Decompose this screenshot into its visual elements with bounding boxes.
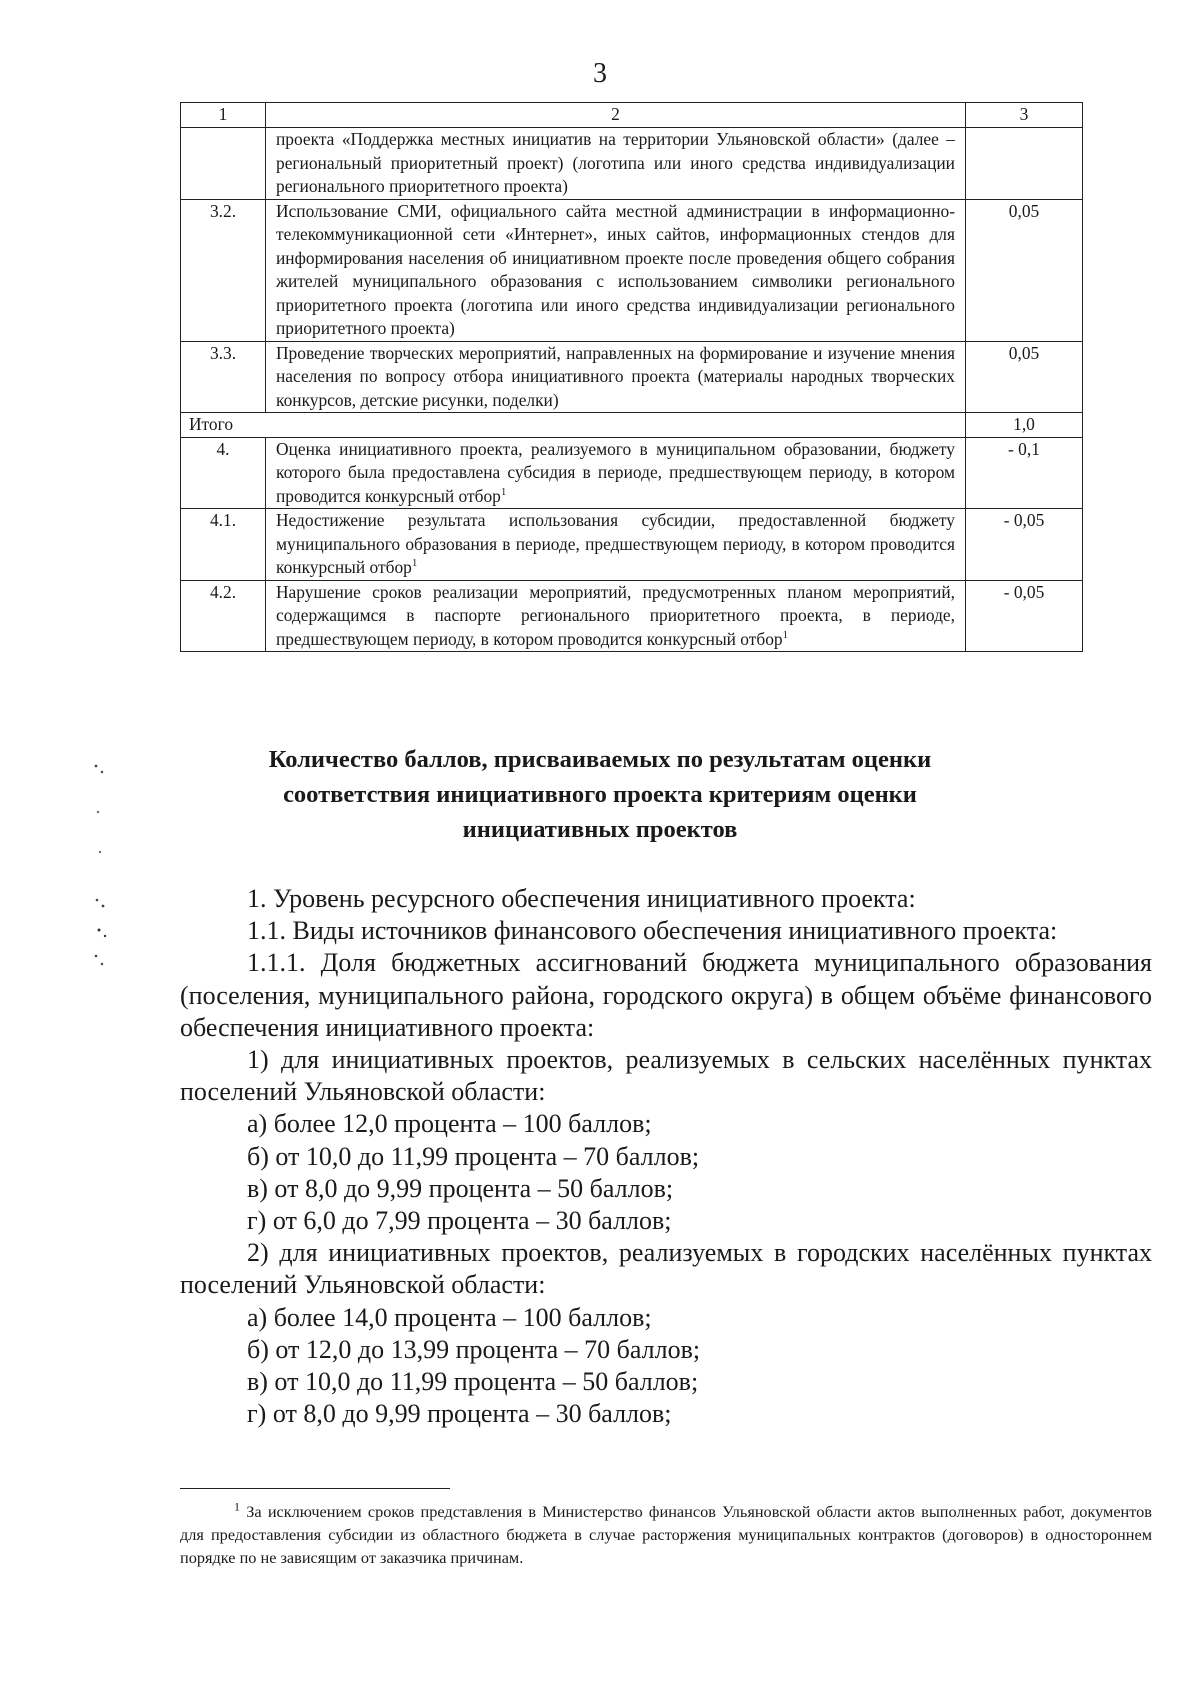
table-header-row xyxy=(181,103,1083,128)
row-number: 4.1. xyxy=(181,509,266,581)
scan-noise-marks xyxy=(88,760,118,980)
list-item: в) от 8,0 до 9,99 процента – 50 баллов; xyxy=(247,1173,674,1203)
table-row xyxy=(181,341,1083,413)
list-item: а) более 14,0 процента – 100 баллов; xyxy=(247,1302,652,1332)
header-col-1: 1 xyxy=(181,103,266,128)
row-text: проекта «Поддержка местных инициатив на территории Ульяновской области» (далее – региональный приоритетный проект) (логотипа или иного средства индивидуализации регионального приоритетного проекта) xyxy=(266,128,966,200)
row-text: Проведение творческих мероприятий, направленных на формирование и изучение мнения населения по вопросу отбора инициативного проекта (материалы народных творческих конкурсов, детские рисунки, поделки) xyxy=(266,341,966,413)
row-value: - 0,05 xyxy=(966,580,1083,652)
section-title: Количество баллов, присваиваемых по результатам оценки соответствия инициативного проекта критериям оценки инициативных проектов xyxy=(268,746,932,843)
row-number xyxy=(181,128,266,200)
list-item: б) от 10,0 до 11,99 процента – 70 баллов; xyxy=(247,1141,700,1171)
row-text: Недостижение результата использования субсидии, предоставленной бюджету муниципального образования в периоде, предшествующем периоду, в котором проводится конкурсный отбор xyxy=(276,510,955,577)
total-label: Итого xyxy=(181,413,966,438)
paragraph-urban: 2) для инициативных проектов, реализуемых в городских населённых пунктах поселений Ульяновской области: xyxy=(180,1238,1152,1300)
row-value: - 0,1 xyxy=(966,437,1083,509)
row-text-cell xyxy=(266,437,966,509)
row-value xyxy=(966,128,1083,200)
row-text: Использование СМИ, официального сайта местной администрации в информационно-телекоммуникационной сети «Интернет», иных сайтов, информационных стендов для информирования населения об инициативном проекте после проведения общего собрания жителей муниципального образования с использованием символики регионального приоритетного проекта (логотипа или иного средства индивидуализации регионального приоритетного проекта) xyxy=(266,199,966,341)
row-value: - 0,05 xyxy=(966,509,1083,581)
page-number: 3 xyxy=(593,58,607,89)
row-value: 0,05 xyxy=(966,199,1083,341)
row-text: Нарушение сроков реализации мероприятий, предусмотренных планом мероприятий, содержащимся в паспорте регионального приоритетного проекта, в периоде, предшествующем периоду, в котором проводится конкурсный отбор xyxy=(276,581,955,649)
paragraph-resource-level: 1. Уровень ресурсного обеспечения инициативного проекта: xyxy=(247,884,916,913)
footnote-text: За исключением сроков представления в Министерство финансов Ульяновской области актов выполненных работ, документов для предоставления субсидии из областного бюджета в случае расторжения муниципальных контрактов (договоров) в одностороннем порядке по не зависящим от заказчика причинам. xyxy=(180,1502,1152,1567)
list-item: а) более 12,0 процента – 100 баллов; xyxy=(247,1109,652,1139)
row-text-cell xyxy=(266,580,966,652)
footnote-ref[interactable]: 1 xyxy=(782,628,789,641)
list-item: г) от 6,0 до 7,99 процента – 30 баллов; xyxy=(247,1206,672,1236)
total-value: 1,0 xyxy=(966,413,1083,438)
row-text-cell xyxy=(266,509,966,581)
footnote-ref[interactable]: 1 xyxy=(500,485,507,498)
row-text: Оценка инициативного проекта, реализуемого в муниципальном образовании, бюджету которого была предоставлена субсидия в периоде, предшествующем периоду, в котором проводится конкурсный отбор xyxy=(276,438,955,506)
header-col-2: 2 xyxy=(266,103,966,128)
criteria-table xyxy=(180,102,1083,652)
table-row xyxy=(181,199,1083,341)
list-item: б) от 12,0 до 13,99 процента – 70 баллов; xyxy=(247,1334,701,1364)
footnote xyxy=(180,1500,1152,1569)
footnote-separator xyxy=(180,1488,450,1489)
paragraph-funding-sources: 1.1. Виды источников финансового обеспечения инициативного проекта: xyxy=(247,916,1058,946)
table-row xyxy=(181,509,1083,581)
paragraph-rural: 1) для инициативных проектов, реализуемых в сельских населённых пунктах поселений Ульяновской области: xyxy=(180,1045,1152,1107)
body-text xyxy=(180,883,1152,1430)
footnote-mark: 1 xyxy=(234,1499,240,1514)
row-number: 4. xyxy=(181,437,266,509)
table-row xyxy=(181,580,1083,652)
paragraph-budget-share: 1.1.1. Доля бюджетных ассигнований бюджета муниципального образования (поселения, муниципального района, городского округа) в общем объёме финансового обеспечения инициативного проекта: xyxy=(180,948,1152,1042)
table-row xyxy=(181,128,1083,200)
list-item: г) от 8,0 до 9,99 процента – 30 баллов; xyxy=(247,1399,672,1429)
row-number: 3.2. xyxy=(181,199,266,341)
row-value: 0,05 xyxy=(966,341,1083,413)
header-col-3: 3 xyxy=(966,103,1083,128)
row-number: 4.2. xyxy=(181,580,266,652)
list-item: в) от 10,0 до 11,99 процента – 50 баллов; xyxy=(247,1367,699,1397)
row-number: 3.3. xyxy=(181,341,266,413)
table-row xyxy=(181,437,1083,509)
table-total-row xyxy=(181,413,1083,438)
footnote-ref[interactable]: 1 xyxy=(411,557,418,570)
